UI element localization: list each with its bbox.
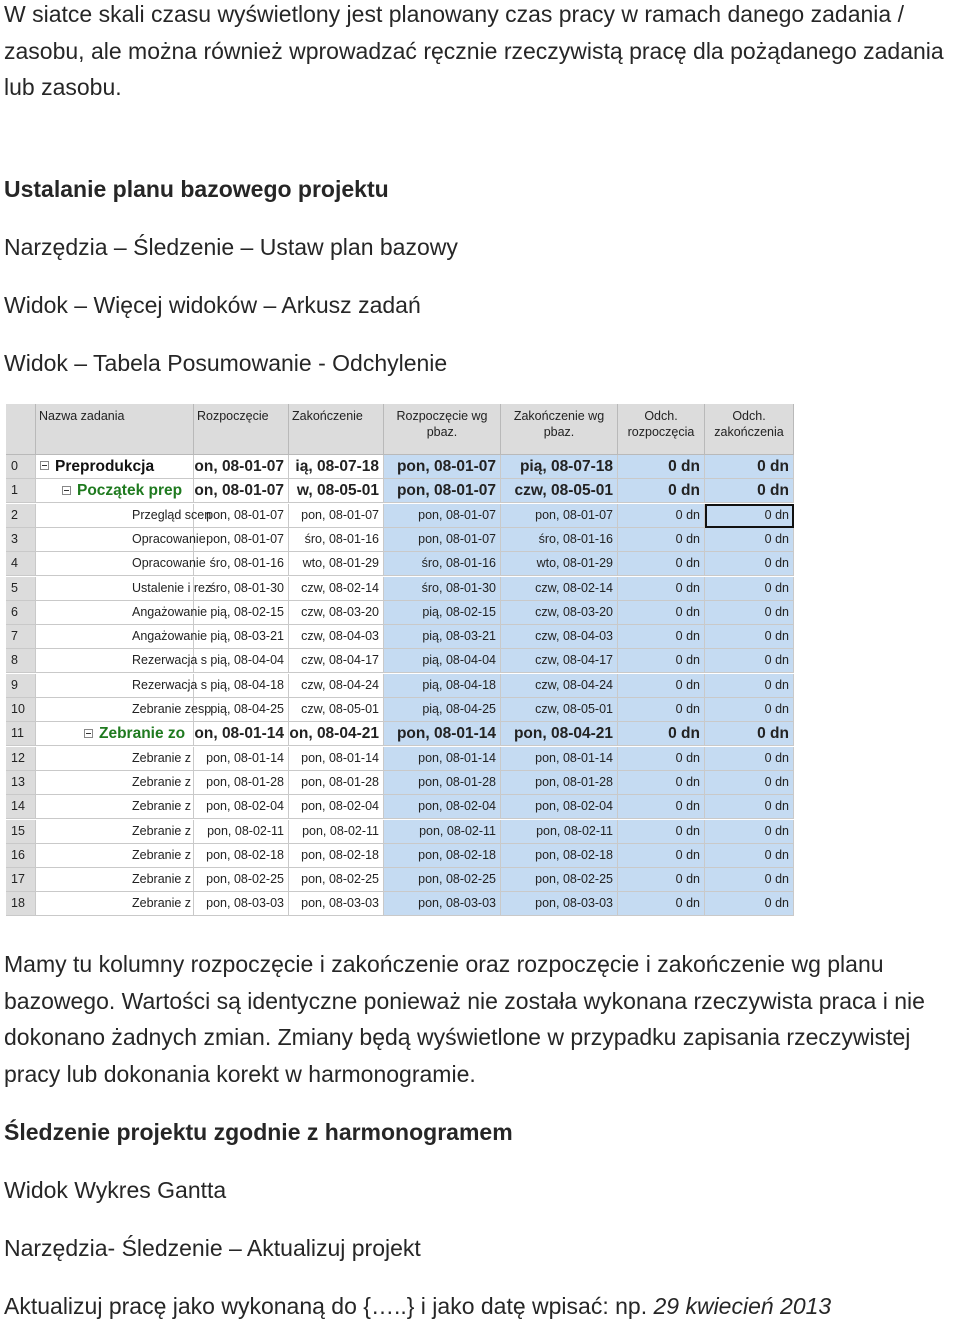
cell-start[interactable]: on, 08-01-14 xyxy=(194,722,289,746)
update-instruction xyxy=(4,1291,831,1321)
cell-bstart[interactable]: pon, 08-01-07 xyxy=(384,528,501,552)
cell-svar[interactable]: 0 dn xyxy=(618,844,705,868)
cell-bstart[interactable]: śro, 08-01-30 xyxy=(384,577,501,601)
header-baseline-start[interactable]: Rozpoczęcie wg pbaz. xyxy=(384,404,501,454)
cell-bstart[interactable]: pon, 08-02-25 xyxy=(384,868,501,892)
cell-finish[interactable]: czw, 08-04-03 xyxy=(289,625,384,649)
cell-name[interactable] xyxy=(36,844,194,868)
cell-finish[interactable]: pon, 08-01-07 xyxy=(289,504,384,528)
cell-svar[interactable]: 0 dn xyxy=(618,892,705,916)
cell-bfinish[interactable]: pon, 08-02-11 xyxy=(501,820,618,844)
cell-start[interactable]: pon, 08-02-18 xyxy=(194,844,289,868)
cell-bfinish[interactable]: śro, 08-01-16 xyxy=(501,528,618,552)
cell-svar[interactable]: 0 dn xyxy=(618,868,705,892)
table-row[interactable] xyxy=(6,820,794,844)
menu-path-task-sheet: Widok – Więcej widoków – Arkusz zadań xyxy=(4,292,421,318)
cell-bstart[interactable]: pon, 08-02-04 xyxy=(384,795,501,819)
cell-svar[interactable]: 0 dn xyxy=(618,601,705,625)
cell-bfinish[interactable]: pon, 08-01-14 xyxy=(501,747,618,771)
table-row[interactable] xyxy=(6,844,794,868)
task-name: Początek prep xyxy=(77,482,183,500)
cell-finish[interactable]: pon, 08-02-25 xyxy=(289,868,384,892)
cell-bfinish[interactable]: pią, 08-07-18 xyxy=(501,455,618,479)
cell-bfinish[interactable]: czw, 08-04-17 xyxy=(501,649,618,673)
cell-id[interactable]: 0 xyxy=(6,455,36,479)
header-baseline-finish[interactable]: Zakończenie wg pbaz. xyxy=(501,404,618,454)
task-name: Angażowanie xyxy=(132,629,208,644)
cell-bfinish[interactable]: pon, 08-02-25 xyxy=(501,868,618,892)
cell-fvar[interactable]: 0 dn xyxy=(705,795,794,819)
cell-start[interactable]: pon, 08-01-07 xyxy=(194,504,289,528)
table-row[interactable] xyxy=(6,771,794,795)
task-name: Zebranie z xyxy=(132,799,192,814)
cell-id[interactable]: 12 xyxy=(6,747,36,771)
cell-bstart[interactable]: śro, 08-01-16 xyxy=(384,552,501,576)
cell-name[interactable] xyxy=(36,552,206,576)
task-name: Angażowanie xyxy=(132,604,208,619)
cell-finish[interactable]: czw, 08-03-20 xyxy=(289,601,384,625)
cell-svar[interactable]: 0 dn xyxy=(618,625,705,649)
cell-id[interactable]: 16 xyxy=(6,844,36,868)
cell-bstart[interactable]: pon, 08-01-07 xyxy=(384,504,501,528)
cell-id[interactable]: 8 xyxy=(6,649,36,673)
cell-svar[interactable]: 0 dn xyxy=(618,722,705,746)
cell-name[interactable] xyxy=(36,455,194,479)
cell-bstart[interactable]: pią, 08-03-21 xyxy=(384,625,501,649)
cell-fvar[interactable]: 0 dn xyxy=(705,577,794,601)
cell-bstart[interactable]: pią, 08-04-25 xyxy=(384,698,501,722)
cell-id[interactable]: 3 xyxy=(6,528,36,552)
cell-svar[interactable]: 0 dn xyxy=(618,528,705,552)
cell-finish[interactable]: śro, 08-01-16 xyxy=(289,528,384,552)
cell-bstart[interactable]: pon, 08-03-03 xyxy=(384,892,501,916)
task-name: Zebranie z xyxy=(132,750,192,765)
cell-start[interactable]: śro, 08-01-16 xyxy=(194,552,289,576)
cell-bstart[interactable]: pon, 08-01-07 xyxy=(384,455,501,479)
cell-fvar[interactable]: 0 dn xyxy=(705,479,794,503)
cell-id[interactable]: 6 xyxy=(6,601,36,625)
table-row[interactable] xyxy=(6,747,794,771)
cell-bfinish[interactable]: czw, 08-03-20 xyxy=(501,601,618,625)
cell-fvar[interactable]: 0 dn xyxy=(705,552,794,576)
cell-fvar[interactable]: 0 dn xyxy=(705,601,794,625)
cell-start[interactable]: pon, 08-02-11 xyxy=(194,820,289,844)
cell-bstart[interactable]: pon, 08-01-14 xyxy=(384,747,501,771)
cell-name[interactable] xyxy=(36,625,208,649)
cell-bfinish[interactable]: wto, 08-01-29 xyxy=(501,552,618,576)
tracking-heading: Śledzenie projektu zgodnie z harmonogramem xyxy=(4,1119,513,1145)
cell-svar[interactable]: 0 dn xyxy=(618,552,705,576)
cell-svar[interactable]: 0 dn xyxy=(618,698,705,722)
table-header xyxy=(6,404,794,455)
cell-svar[interactable]: 0 dn xyxy=(618,455,705,479)
cell-start[interactable]: on, 08-01-07 xyxy=(194,479,289,503)
cell-name[interactable] xyxy=(36,479,194,503)
table-row[interactable] xyxy=(6,868,794,892)
cell-id[interactable]: 13 xyxy=(6,771,36,795)
header-id-column[interactable] xyxy=(6,404,36,454)
table-row[interactable] xyxy=(6,504,794,528)
cell-name[interactable] xyxy=(36,771,194,795)
task-name: Opracowanie xyxy=(132,556,206,571)
task-name: Preprodukcja xyxy=(55,458,155,475)
cell-bstart[interactable]: pon, 08-01-07 xyxy=(384,479,501,503)
task-name: Ustalenie i rez xyxy=(132,580,212,595)
cell-bfinish[interactable]: pon, 08-01-28 xyxy=(501,771,618,795)
cell-bfinish[interactable]: czw, 08-04-03 xyxy=(501,625,618,649)
variance-table-screenshot xyxy=(6,404,794,921)
cell-id[interactable]: 5 xyxy=(6,577,36,601)
cell-bfinish[interactable]: czw, 08-05-01 xyxy=(501,698,618,722)
intro-paragraph: W siatce skali czasu wyświetlony jest planowany czas pracy w ramach danego zadania / zasobu, ale można również wprowadzać ręcznie rzeczywistą pracę dla pożądanego zadania lub zasobu. xyxy=(4,1,944,100)
cell-bstart[interactable]: pon, 08-02-18 xyxy=(384,844,501,868)
cell-name[interactable] xyxy=(36,868,194,892)
cell-fvar[interactable]: 0 dn xyxy=(705,698,794,722)
cell-fvar[interactable]: 0 dn xyxy=(705,625,794,649)
cell-start[interactable]: śro, 08-01-30 xyxy=(194,577,289,601)
cell-name[interactable] xyxy=(36,722,194,746)
cell-finish[interactable]: pon, 08-02-11 xyxy=(289,820,384,844)
cell-fvar[interactable]: 0 dn xyxy=(705,820,794,844)
header-finish-variance[interactable]: Odch. zakończenia xyxy=(705,404,794,454)
task-name: Rezerwacja s xyxy=(132,653,208,668)
cell-name[interactable] xyxy=(36,674,208,698)
header-finish[interactable]: Zakończenie xyxy=(289,404,384,454)
cell-svar[interactable]: 0 dn xyxy=(618,577,705,601)
cell-name[interactable] xyxy=(36,820,194,844)
cell-id[interactable]: 4 xyxy=(6,552,36,576)
cell-svar[interactable]: 0 dn xyxy=(618,674,705,698)
cell-bstart[interactable]: pią, 08-04-04 xyxy=(384,649,501,673)
cell-start[interactable]: pon, 08-01-28 xyxy=(194,771,289,795)
table-row[interactable] xyxy=(6,649,794,673)
task-name: Zebranie z xyxy=(132,872,192,887)
cell-start[interactable]: pią, 08-03-21 xyxy=(194,625,289,649)
cell-finish[interactable]: pon, 08-02-04 xyxy=(289,795,384,819)
header-start[interactable]: Rozpoczęcie xyxy=(194,404,289,454)
cell-svar[interactable]: 0 dn xyxy=(618,649,705,673)
example-date: 29 kwiecień 2013 xyxy=(653,1293,832,1319)
collapse-toggle-icon[interactable] xyxy=(62,486,71,495)
task-name: Opracowanie xyxy=(132,531,206,546)
cell-bfinish[interactable]: pon, 08-03-03 xyxy=(501,892,618,916)
cell-svar[interactable]: 0 dn xyxy=(618,479,705,503)
cell-fvar[interactable]: 0 dn xyxy=(705,844,794,868)
menu-path-set-baseline: Narzędzia – Śledzenie – Ustaw plan bazowy xyxy=(4,234,458,260)
cell-finish[interactable]: czw, 08-04-17 xyxy=(289,649,384,673)
table-row[interactable] xyxy=(6,625,794,649)
cell-id[interactable]: 7 xyxy=(6,625,36,649)
table-row[interactable] xyxy=(6,892,794,916)
cell-bfinish[interactable]: czw, 08-05-01 xyxy=(501,479,618,503)
cell-id[interactable]: 2 xyxy=(6,504,36,528)
cell-finish[interactable]: pon, 08-01-14 xyxy=(289,747,384,771)
cell-name[interactable] xyxy=(36,747,194,771)
cell-start[interactable]: pon, 08-03-03 xyxy=(194,892,289,916)
table-row[interactable] xyxy=(6,455,794,479)
cell-finish[interactable]: on, 08-04-21 xyxy=(289,722,384,746)
cell-fvar[interactable]: 0 dn xyxy=(705,722,794,746)
table-row[interactable] xyxy=(6,722,794,746)
cell-svar[interactable]: 0 dn xyxy=(618,747,705,771)
cell-bfinish[interactable]: pon, 08-04-21 xyxy=(501,722,618,746)
task-name: Zebranie zo xyxy=(99,725,186,743)
cell-bfinish[interactable]: pon, 08-02-18 xyxy=(501,844,618,868)
cell-bstart[interactable]: pią, 08-02-15 xyxy=(384,601,501,625)
table-row[interactable] xyxy=(6,528,794,552)
cell-start[interactable]: pią, 08-04-18 xyxy=(194,674,289,698)
task-name: Rezerwacja s xyxy=(132,677,208,692)
cell-name[interactable] xyxy=(36,528,206,552)
cell-start[interactable]: pią, 08-04-25 xyxy=(194,698,289,722)
cell-bstart[interactable]: pon, 08-01-28 xyxy=(384,771,501,795)
update-instruction-text: Aktualizuj pracę jako wykonaną do {…..} i jako datę wpisać: np. xyxy=(4,1293,654,1319)
cell-bfinish[interactable]: pon, 08-02-04 xyxy=(501,795,618,819)
task-name: Zebranie z xyxy=(132,823,192,838)
cell-id[interactable]: 10 xyxy=(6,698,36,722)
cell-fvar[interactable]: 0 dn xyxy=(705,455,794,479)
cell-start[interactable]: pon, 08-02-25 xyxy=(194,868,289,892)
task-name: Zebranie z xyxy=(132,896,192,911)
table-row[interactable] xyxy=(6,795,794,819)
cell-bstart[interactable]: pon, 08-01-14 xyxy=(384,722,501,746)
table-row[interactable] xyxy=(6,479,794,503)
cell-fvar[interactable]: 0 dn xyxy=(705,504,794,528)
cell-bstart[interactable]: pią, 08-04-18 xyxy=(384,674,501,698)
cell-bfinish[interactable]: czw, 08-04-24 xyxy=(501,674,618,698)
cell-svar[interactable]: 0 dn xyxy=(618,795,705,819)
table-row[interactable] xyxy=(6,552,794,576)
cell-start[interactable]: pią, 08-04-04 xyxy=(194,649,289,673)
cell-bfinish[interactable]: pon, 08-01-07 xyxy=(501,504,618,528)
table-row[interactable] xyxy=(6,577,794,601)
menu-path-update-project: Narzędzia- Śledzenie – Aktualizuj projekt xyxy=(4,1235,421,1261)
cell-svar[interactable]: 0 dn xyxy=(618,504,705,528)
cell-finish[interactable]: czw, 08-05-01 xyxy=(289,698,384,722)
cell-fvar[interactable]: 0 dn xyxy=(705,649,794,673)
collapse-toggle-icon[interactable] xyxy=(40,461,49,470)
cell-finish[interactable]: pon, 08-02-18 xyxy=(289,844,384,868)
menu-path-variance-table: Widok – Tabela Posumowanie - Odchylenie xyxy=(4,350,448,376)
menu-path-gantt: Widok Wykres Gantta xyxy=(4,1177,227,1203)
cell-name[interactable] xyxy=(36,601,208,625)
cell-start[interactable]: pią, 08-02-15 xyxy=(194,601,289,625)
cell-id[interactable]: 9 xyxy=(6,674,36,698)
cell-name[interactable] xyxy=(36,892,194,916)
baseline-heading: Ustalanie planu bazowego projektu xyxy=(4,176,389,202)
cell-finish[interactable]: ią, 08-07-18 xyxy=(289,455,384,479)
cell-fvar[interactable]: 0 dn xyxy=(705,892,794,916)
cell-fvar[interactable]: 0 dn xyxy=(705,674,794,698)
cell-start[interactable]: pon, 08-01-14 xyxy=(194,747,289,771)
explanation-paragraph: Mamy tu kolumny rozpoczęcie i zakończenie oraz rozpoczęcie i zakończenie wg planu bazowego. Wartości są identyczne ponieważ nie została wykonana rzeczywista praca i nie dokonano żadnych zmian. Zmiany będą wyświetlone w przypadku zapisania rzeczywistej pracy lub dokonania korekt w harmonogramie. xyxy=(4,951,925,1087)
cell-svar[interactable]: 0 dn xyxy=(618,820,705,844)
cell-id[interactable]: 11 xyxy=(6,722,36,746)
cell-fvar[interactable]: 0 dn xyxy=(705,528,794,552)
cell-id[interactable]: 17 xyxy=(6,868,36,892)
cell-start[interactable]: on, 08-01-07 xyxy=(194,455,289,479)
task-name: Przegląd scen xyxy=(132,507,212,522)
header-task-name[interactable]: Nazwa zadania xyxy=(36,404,194,454)
cell-start[interactable]: pon, 08-01-07 xyxy=(194,528,289,552)
cell-finish[interactable]: pon, 08-03-03 xyxy=(289,892,384,916)
task-name: Zebranie z xyxy=(132,774,192,789)
cell-id[interactable]: 18 xyxy=(6,892,36,916)
cell-name[interactable] xyxy=(36,649,208,673)
cell-bfinish[interactable]: czw, 08-02-14 xyxy=(501,577,618,601)
cell-finish[interactable]: czw, 08-02-14 xyxy=(289,577,384,601)
cell-finish[interactable]: wto, 08-01-29 xyxy=(289,552,384,576)
cell-id[interactable]: 14 xyxy=(6,795,36,819)
cell-finish[interactable]: czw, 08-04-24 xyxy=(289,674,384,698)
task-name: Zebranie z xyxy=(132,847,192,862)
table-row[interactable] xyxy=(6,698,794,722)
collapse-toggle-icon[interactable] xyxy=(84,729,93,738)
cell-fvar[interactable]: 0 dn xyxy=(705,747,794,771)
cell-fvar[interactable]: 0 dn xyxy=(705,771,794,795)
cell-name[interactable] xyxy=(36,577,212,601)
cell-bstart[interactable]: pon, 08-02-11 xyxy=(384,820,501,844)
task-name: Zebranie zesp xyxy=(132,702,212,716)
header-start-variance[interactable]: Odch. rozpoczęcia xyxy=(618,404,705,454)
table-row[interactable] xyxy=(6,601,794,625)
cell-finish[interactable]: pon, 08-01-28 xyxy=(289,771,384,795)
table-row[interactable] xyxy=(6,674,794,698)
cell-fvar[interactable]: 0 dn xyxy=(705,868,794,892)
cell-finish[interactable]: w, 08-05-01 xyxy=(289,479,384,503)
cell-svar[interactable]: 0 dn xyxy=(618,771,705,795)
cell-id[interactable]: 1 xyxy=(6,479,36,503)
cell-id[interactable]: 15 xyxy=(6,820,36,844)
cell-name[interactable] xyxy=(36,504,212,528)
cell-name[interactable] xyxy=(36,795,194,819)
cell-start[interactable]: pon, 08-02-04 xyxy=(194,795,289,819)
cell-name[interactable] xyxy=(36,698,212,722)
